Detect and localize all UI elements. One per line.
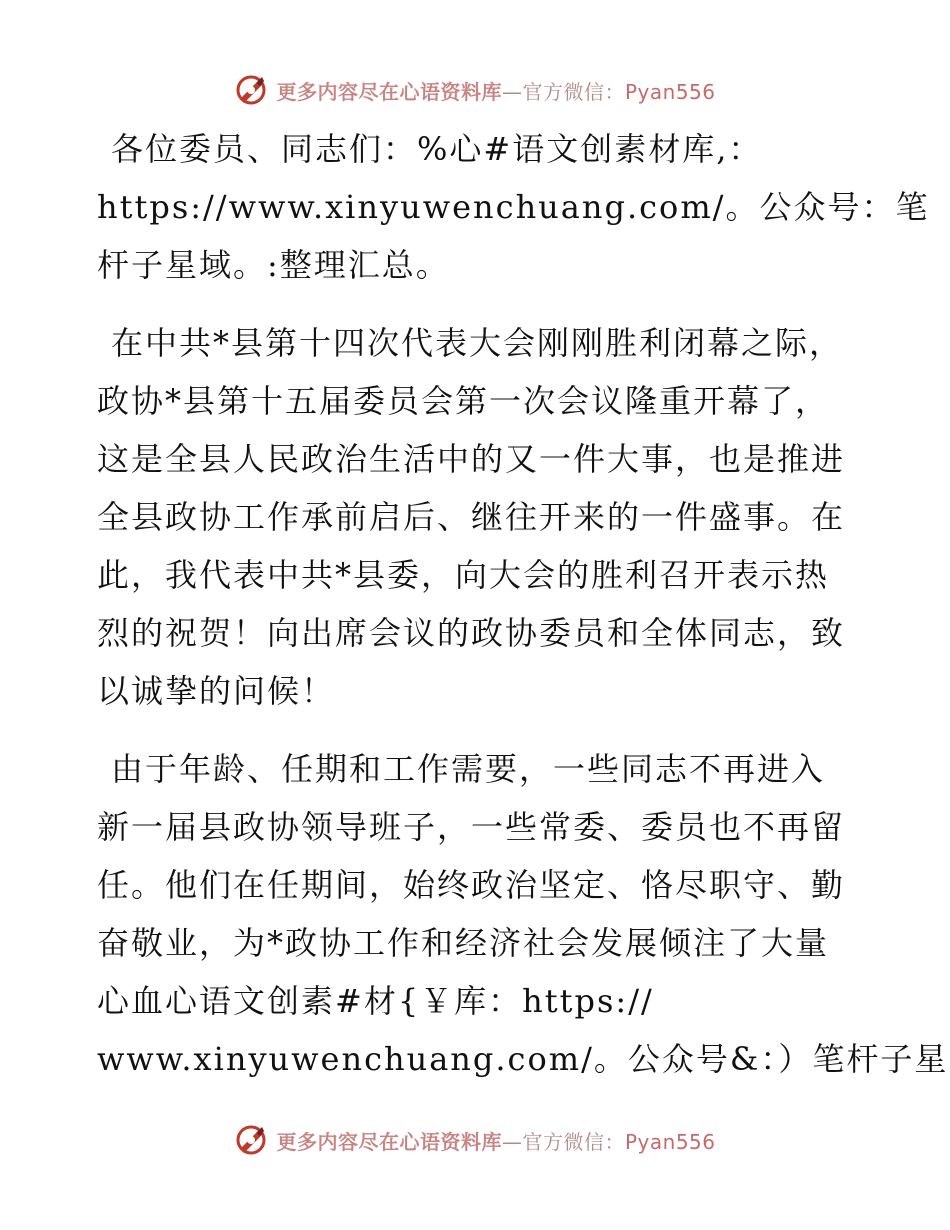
document-body xyxy=(97,120,949,1108)
text-line: 此，我代表中共*县委，向大会的胜利召开表示热 xyxy=(97,556,830,594)
watermark-dash: — xyxy=(501,1129,523,1154)
text-line: 杆子星域。:整理汇总。 xyxy=(97,246,450,284)
text-line: 新一届县政协领导班子，一些常委、委员也不再留 xyxy=(97,808,846,846)
watermark-wechat-id: Pyan556 xyxy=(624,79,716,104)
text-line: 以诚挚的问候！ xyxy=(97,672,336,710)
text-line: 奋敬业，为*政协工作和经济社会发展倾注了大量 xyxy=(97,924,830,962)
pen-circle-logo-icon xyxy=(234,73,268,107)
watermark-brand: 更多内容尽在心语资料库 xyxy=(276,1129,502,1154)
watermark-text xyxy=(276,76,715,105)
text-line: https://www.xinyuwenchuang.com/。公众号：笔 xyxy=(97,188,930,226)
text-line: 全县政协工作承前启后、继往开来的一件盛事。在 xyxy=(97,498,846,536)
paragraph-congratulation xyxy=(97,314,857,720)
paragraph-thanks xyxy=(97,740,949,1088)
text-line: 由于年龄、任期和工作需要，一些同志不再进入 xyxy=(111,750,826,788)
watermark-dash: — xyxy=(501,79,523,104)
text-line: 心血心语文创素#材{￥库：https:// xyxy=(97,982,654,1020)
text-line: www.xinyuwenchuang.com/。公众号&：）笔杆子星 xyxy=(97,1040,949,1078)
paragraph-greeting xyxy=(97,120,930,294)
watermark-official: 官方微信： xyxy=(522,1129,625,1154)
header-watermark xyxy=(0,70,950,110)
text-line: 这是全县人民政治生活中的又一件大事，也是推进 xyxy=(97,440,846,478)
pen-circle-logo-icon xyxy=(234,1123,268,1157)
footer-watermark xyxy=(0,1120,950,1160)
text-line: 任。他们在任期间，始终政治坚定、恪尽职守、勤 xyxy=(97,866,846,904)
watermark-text xyxy=(276,1126,715,1155)
text-line: 烈的祝贺！向出席会议的政协委员和全体同志，致 xyxy=(97,614,846,652)
watermark-official: 官方微信： xyxy=(522,79,625,104)
text-line: 各位委员、同志们：%心#语文创素材库,： xyxy=(111,130,763,168)
watermark-brand: 更多内容尽在心语资料库 xyxy=(276,79,502,104)
watermark-wechat-id: Pyan556 xyxy=(624,1129,716,1154)
text-line: 在中共*县第十四次代表大会刚刚胜利闭幕之际， xyxy=(111,324,844,362)
text-line: 政协*县第十五届委员会第一次会议隆重开幕了， xyxy=(97,382,830,420)
